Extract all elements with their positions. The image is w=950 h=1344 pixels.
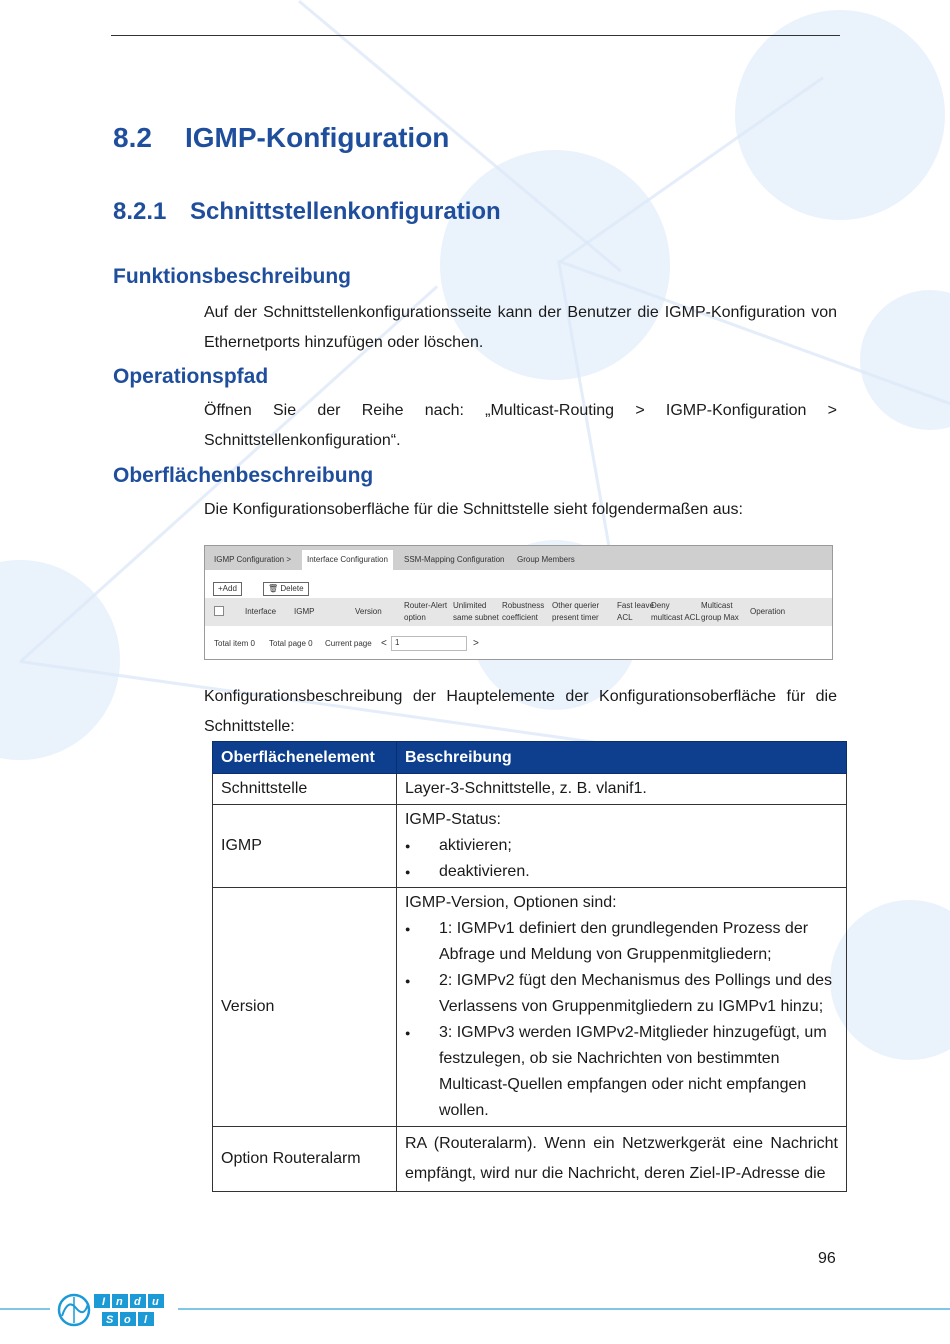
operation-path-heading: Operationspfad: [113, 365, 269, 388]
list-item: ● deaktivieren.: [405, 859, 838, 885]
page-number: 96: [818, 1250, 836, 1267]
tab-interface-configuration: Interface Configuration: [302, 550, 393, 570]
description-cell: [396, 888, 846, 1127]
next-page-icon: >: [473, 638, 479, 649]
svg-text:I: I: [102, 1296, 106, 1308]
description-table: [212, 741, 847, 1192]
column-header: Operation: [750, 607, 786, 616]
select-all-checkbox: [214, 606, 224, 616]
table-row: [213, 1127, 847, 1192]
screenshot-tab-bar: [205, 546, 832, 570]
table-row: [213, 774, 847, 805]
operation-path-text: Öffnen Sie der Reihe nach: „Multicast-Routing > IGMP-Konfiguration > Schnittstellenkonfiguration“.: [204, 402, 837, 449]
bullet-list: [405, 833, 838, 885]
element-cell: Option Routeralarm: [213, 1127, 397, 1192]
footer-rule: [0, 1308, 50, 1310]
indusol-logo: [56, 1290, 168, 1330]
header-rule: [111, 35, 840, 36]
interface-description-heading: Oberflächenbeschreibung: [113, 464, 374, 487]
element-cell: IGMP: [213, 805, 397, 888]
table-header-cell: Beschreibung: [396, 742, 846, 774]
prev-page-icon: <: [381, 638, 387, 649]
tab-ssm-mapping-configuration: SSM-Mapping Configuration: [404, 555, 505, 564]
chapter-heading: [113, 122, 449, 154]
total-item: Total item 0: [214, 639, 255, 648]
element-cell: Version: [213, 888, 397, 1127]
page-input-value: 1: [395, 638, 400, 647]
function-description-heading: Funktionsbeschreibung: [113, 265, 352, 288]
interface-configuration-screenshot: [204, 545, 833, 660]
element-cell: Schnittstelle: [213, 774, 397, 805]
page-input: [391, 636, 467, 651]
column-header: Deny multicast ACL: [651, 601, 700, 622]
chapter-title: IGMP-Konfiguration: [185, 122, 450, 153]
description-cell: RA (Routeralarm). Wenn ein Netzwerkgerät eine Nachricht empfängt, wird nur die Nachricht, deren Ziel-IP-Adresse die: [396, 1127, 846, 1192]
svg-text:u: u: [152, 1296, 159, 1308]
column-header: Multicast group Max: [701, 601, 739, 622]
screenshot-table-header: [205, 598, 832, 626]
table-intro-text: Konfigurationsbeschreibung der Hauptelemente der Konfigurationsoberfläche für die Schnittstelle:: [204, 688, 837, 735]
list-item: ● 3: IGMPv3 werden IGMPv2-Mitglieder hinzugefügt, um festzulegen, ob sie Nachrichten von bestimmten Multicast-Quellen empfangen oder nicht empfangen wollen.: [405, 1020, 838, 1124]
column-header: Router-Alert option: [404, 601, 448, 622]
column-header: Unlimited same subnet: [453, 601, 499, 622]
description-cell: Layer-3-Schnittstelle, z. B. vlanif1.: [396, 774, 846, 805]
description-text: IGMP-Status:: [404, 811, 501, 828]
section-number: 8.2.1: [113, 198, 167, 225]
delete-button-label: Delete: [280, 584, 304, 593]
list-item: ● 2: IGMPv2 fügt den Mechanismus des Pollings und des Verlassens von Gruppenmitgliedern zu IGMPv1 hinzu;: [405, 968, 838, 1020]
column-header: Interface: [245, 607, 277, 616]
current-page-label: Current page: [325, 639, 372, 648]
table-header-cell: Oberflächenelement: [213, 742, 397, 774]
chapter-number: 8.2: [113, 122, 152, 153]
delete-button: [263, 582, 309, 596]
column-header: Version: [355, 607, 382, 616]
svg-text:o: o: [124, 1314, 131, 1326]
column-header: IGMP: [294, 607, 315, 616]
description-text: IGMP-Version, Optionen sind:: [404, 894, 617, 911]
tab-group-members: Group Members: [517, 555, 575, 564]
interface-description-text: Die Konfigurationsoberfläche für die Schnittstelle sieht folgendermaßen aus:: [204, 501, 743, 518]
svg-text:d: d: [134, 1296, 141, 1308]
function-description-text: Auf der Schnittstellenkonfigurationsseite kann der Benutzer die IGMP-Konfiguration von Ethernetports hinzufügen oder löschen.: [204, 304, 837, 351]
trash-icon: 🗑: [268, 584, 281, 593]
table-row: [213, 888, 847, 1127]
breadcrumb: IGMP Configuration >: [214, 555, 292, 564]
description-cell: [396, 805, 846, 888]
table-header-row: [213, 742, 847, 774]
add-button: +Add: [213, 582, 242, 596]
svg-text:l: l: [144, 1314, 148, 1326]
list-item: ● aktivieren;: [405, 833, 838, 859]
footer-rule: [178, 1308, 950, 1310]
svg-text:S: S: [106, 1314, 114, 1326]
table-row: [213, 805, 847, 888]
column-header: Robustness coefficient: [502, 601, 545, 622]
svg-text:n: n: [116, 1296, 123, 1308]
total-page: Total page 0: [269, 639, 313, 648]
column-header: Other querier present timer: [552, 601, 600, 622]
bullet-list: [405, 916, 838, 1124]
list-item: ● 1: IGMPv1 definiert den grundlegenden Prozess der Abfrage und Meldung von Gruppenmitgliedern;: [405, 916, 838, 968]
section-title: Schnittstellenkonfiguration: [190, 198, 501, 225]
section-heading: [113, 198, 501, 226]
background-circle: [860, 290, 950, 430]
column-header: Fast leave ACL: [617, 601, 654, 622]
background-circle: [830, 900, 950, 1060]
